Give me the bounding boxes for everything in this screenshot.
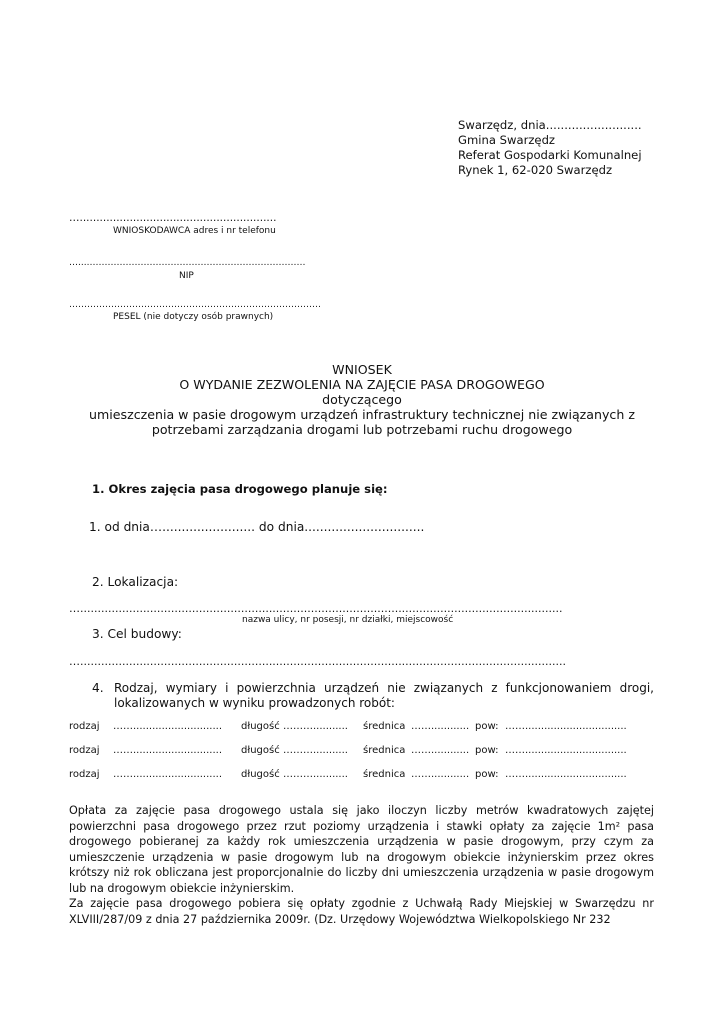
nip-label: NIP: [179, 271, 194, 281]
municipality-name: Gmina Swarzędz: [458, 133, 556, 147]
srednica-label: średnica: [363, 745, 406, 756]
pesel-field[interactable]: …………………………………………………………………………: [69, 300, 321, 310]
addressee-block: [458, 118, 642, 178]
title-line-5: potrzebami zarządzania drogami lub potrzebami ruchu drogowego: [151, 422, 573, 437]
pow-field[interactable]: ……................................: [505, 721, 627, 732]
dlugosc-field[interactable]: ………...........: [283, 769, 348, 780]
pow-label: pow:: [475, 745, 499, 756]
rodzaj-label: rodzaj: [69, 721, 100, 732]
rodzaj-label: rodzaj: [69, 745, 100, 756]
pow-field[interactable]: ……................................: [505, 745, 627, 756]
rodzaj-field[interactable]: ……............................: [113, 721, 223, 732]
rodzaj-field[interactable]: ……............................: [113, 745, 223, 756]
applicant-address-field[interactable]: …...........................................................: [69, 212, 277, 224]
section-3-label: 3. Cel budowy:: [92, 627, 182, 641]
section-1-heading: 1. Okres zajęcia pasa drogowego planuje się:: [92, 482, 388, 496]
document-title: [62, 362, 662, 437]
section-2-label: 2. Lokalizacja:: [92, 575, 179, 589]
title-line-2: O WYDANIE ZEZWOLENIA NA ZAJĘCIE PASA DROGOWEGO: [179, 377, 545, 392]
resolution-paragraph: Za zajęcie pasa drogowego pobiera się opłaty zgodnie z Uchwałą Rady Miejskiej w Swarzędzu nr XLVIII/287/09 z dnia 27 października 2009r. (Dz. Urzędowy Województwa Wielkopolskiego Nr 232: [69, 897, 654, 926]
title-line-4: umieszczenia w pasie drogowym urządzeń infrastruktury technicznej nie związanych z: [89, 407, 635, 422]
applicant-address-label: WNIOSKODAWCA adres i nr telefonu: [113, 226, 276, 236]
location-field[interactable]: …..........................................................................................................................................: [69, 602, 563, 615]
section-4-number: 4.: [92, 681, 104, 695]
period-field[interactable]: 1. od dnia…........................ do dnia...............................: [89, 520, 425, 534]
dlugosc-field[interactable]: ………...........: [283, 721, 348, 732]
dlugosc-label: długość: [241, 769, 280, 780]
dlugosc-label: długość: [241, 721, 280, 732]
srednica-label: średnica: [363, 769, 406, 780]
srednica-label: średnica: [363, 721, 406, 732]
srednica-field[interactable]: ……............: [411, 721, 470, 732]
office-address: Rynek 1, 62-020 Swarzędz: [458, 163, 613, 177]
rodzaj-field[interactable]: ……............................: [113, 769, 223, 780]
section-4-text: Rodzaj, wymiary i powierzchnia urządzeń nie związanych z funkcjonowaniem drogi, lokalizowanych w wyniku prowadzonych robót:: [114, 681, 654, 710]
place-date-line: Swarzędz, dnia..........................: [458, 118, 642, 132]
nip-field[interactable]: …....………………………………………………………………: [69, 258, 306, 268]
pow-label: pow:: [475, 721, 499, 732]
srednica-field[interactable]: ……............: [411, 769, 470, 780]
pow-field[interactable]: ……................................: [505, 769, 627, 780]
title-line-1: WNIOSEK: [332, 362, 392, 377]
srednica-field[interactable]: ……............: [411, 745, 470, 756]
rodzaj-label: rodzaj: [69, 769, 100, 780]
fee-paragraph: Opłata za zajęcie pasa drogowego ustala się jako iloczyn liczby metrów kwadratowych zajętej powierzchni pasa drogowego przez rzut poziomy urządzenia i stawki opłaty za zajęcie 1m² pasa drogowego pobieranej za każdy rok umieszczenia urządzenia w pasie drogowym, przy czym za umieszczenie urządzenia w pasie drogowym lub na drogowym obiekcie inżynierskim przez okres krótszy niż rok obliczana jest proporcjonalnie do liczby dni umieszczenia urządzenia w pasie drogowym lub na drogowym obiekcie inżynierskim.: [69, 804, 654, 895]
purpose-field[interactable]: …...........................................................................................................................................: [69, 655, 567, 668]
department-name: Referat Gospodarki Komunalnej: [458, 148, 642, 162]
pesel-label: PESEL (nie dotyczy osób prawnych): [113, 312, 274, 322]
pow-label: pow:: [475, 769, 499, 780]
dlugosc-field[interactable]: ………...........: [283, 745, 348, 756]
location-caption: nazwa ulicy, nr posesji, nr działki, miejscowość: [242, 615, 454, 625]
dlugosc-label: długość: [241, 745, 280, 756]
title-line-3: dotyczącego: [322, 392, 402, 407]
